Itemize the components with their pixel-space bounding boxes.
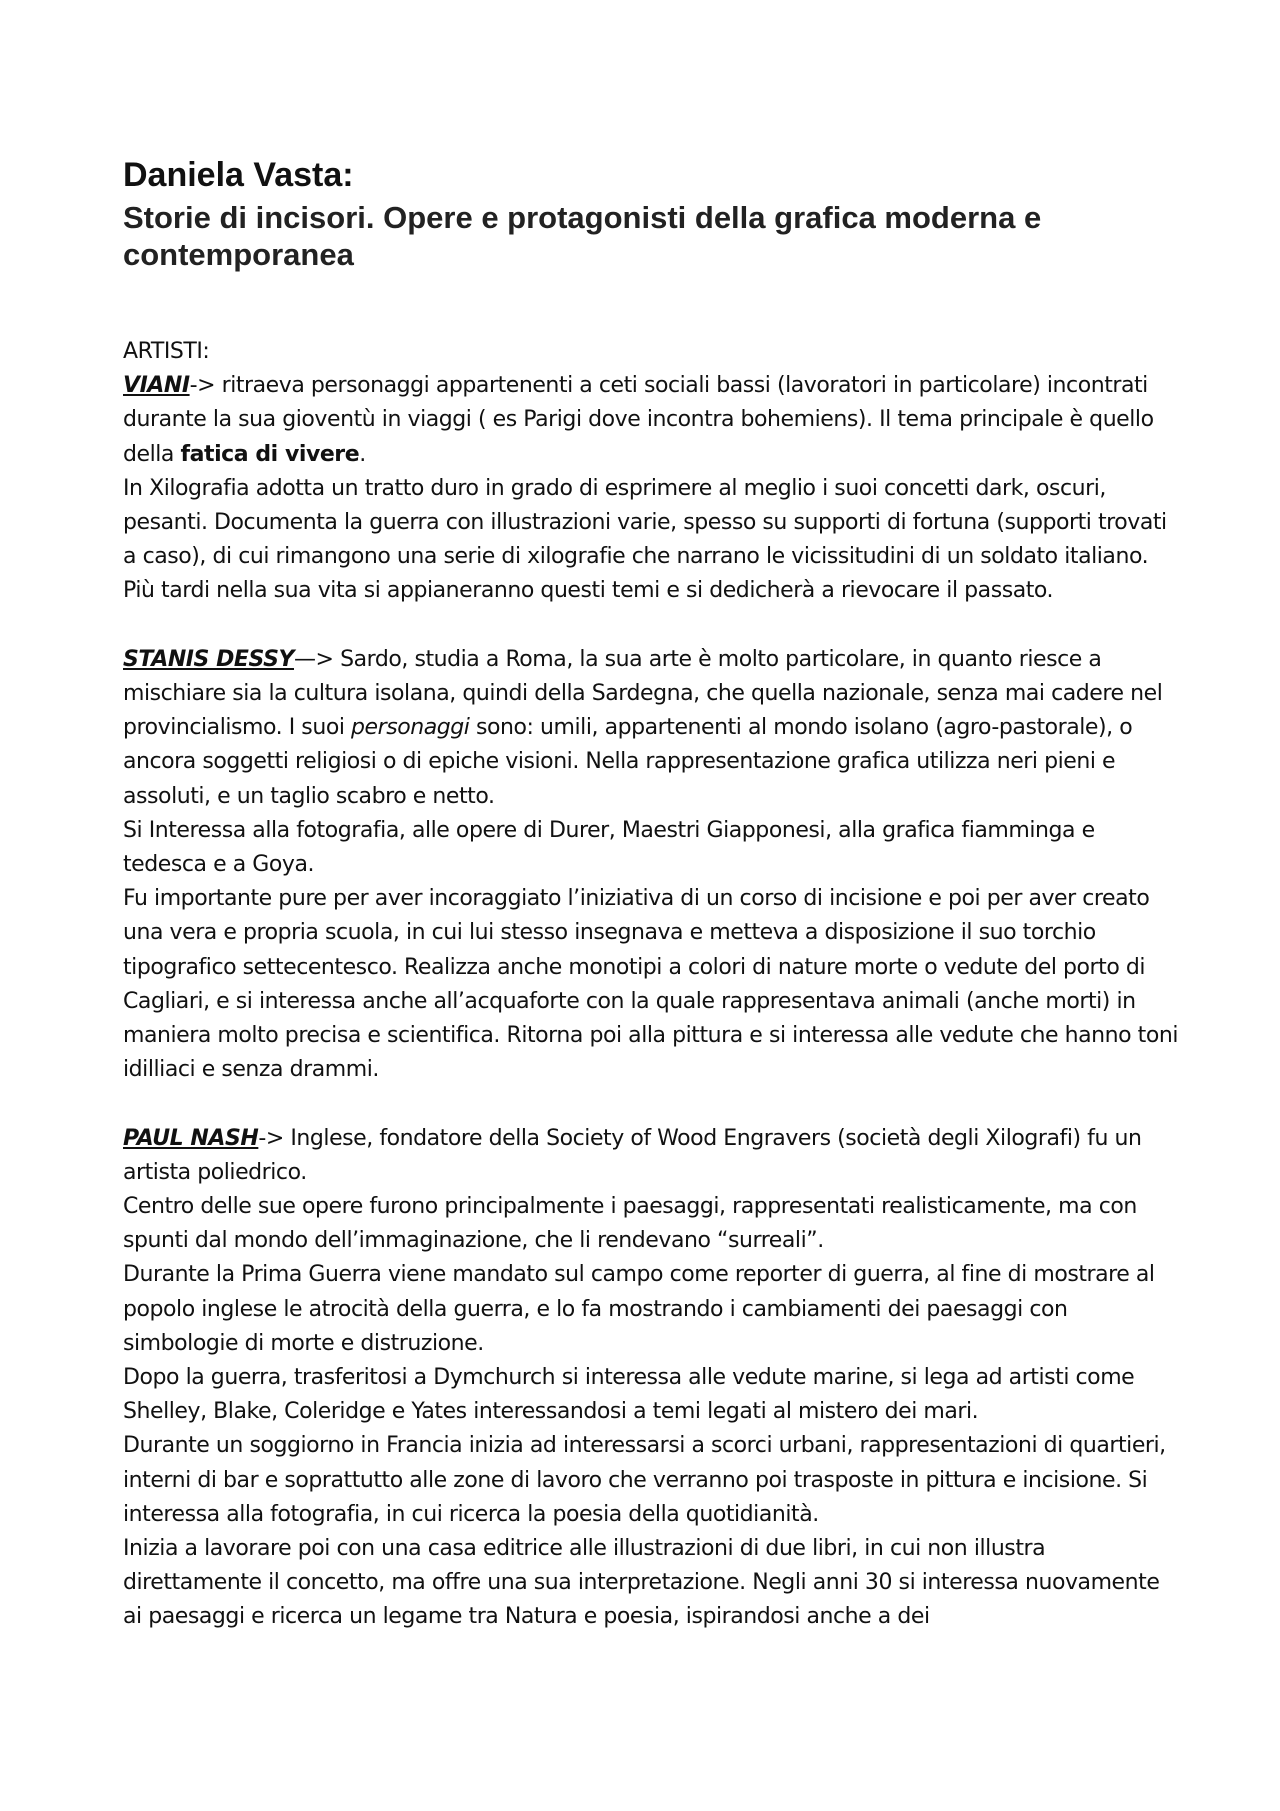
document-title: Daniela Vasta: [123, 156, 354, 194]
nash-arrow: -> [258, 1125, 291, 1151]
viani-text-1b: . [359, 441, 366, 467]
dessy-paragraph-1 [123, 643, 1183, 814]
nash-paragraph-4: Dopo la guerra, trasferitosi a Dymchurch si interessa alle vedute marine, si lega ad artisti come Shelley, Blake, Coleridge e Yates interessandosi a temi legati al mistero dei mari. [123, 1365, 1135, 1425]
section-heading: ARTISTI: [123, 339, 210, 364]
viani-bold-phrase: fatica di vivere [180, 441, 360, 467]
dessy-text-1a: Sardo, studia a Roma, la sua arte è molto particolare, in quanto riesce a mischiare sia la cultura isolana, quindi della Sardegna, che quella nazionale, senza mai cadere nel provincialismo. I suoi [123, 646, 1163, 741]
document-page [123, 155, 1183, 1635]
document-subtitle: Storie di incisori. Opere e protagonisti della grafica moderna e contemporanea [123, 200, 1042, 272]
nash-paragraph-6: Inizia a lavorare poi con una casa editrice alle illustrazioni di due libri, in cui non illustra direttamente il concetto, ma offre una sua interpretazione. Negli anni 30 si interessa nuovamente ai paesaggi e ricerca un legame tra Natura e poesia, ispirandosi anche a dei [123, 1536, 1160, 1630]
viani-text-1a: ritraeva personaggi appartenenti a ceti sociali bassi (lavoratori in particolare) incontrati durante la sua gioventù in viaggi ( es Parigi dove incontra bohemiens). Il tema principale è quello della [123, 373, 1154, 467]
dessy-arrow: —> [294, 646, 341, 672]
viani-paragraph-3: Più tardi nella sua vita si appianeranno questi temi e si dedicherà a rievocare il passato. [123, 578, 1054, 604]
dessy-paragraph-2: Si Interessa alla fotografia, alle opere di Durer, Maestri Giapponesi, alla grafica fiamminga e tedesca e a Goya. [123, 817, 1095, 878]
artist-name-nash: PAUL NASH [123, 1125, 259, 1151]
dessy-paragraph-3: Fu importante pure per aver incoraggiato l’iniziativa di un corso di incisione e poi per aver creato una vera e propria scuola, in cui lui stesso insegnava e metteva a disposizione il suo torchio tipografico settecentesco. Realizza anche monotipi a colori di nature morte o vedute del porto di Cagliari, e si interessa anche all’acquaforte con la quale rappresentava animali (anche morti) in maniera molto precisa e scientifica. Ritorna poi alla pittura e si interessa alle vedute che hanno toni idilliaci e senza drammi. [123, 886, 1178, 1083]
viani-arrow: -> [189, 373, 222, 399]
nash-paragraph-5: Durante un soggiorno in Francia inizia ad interessarsi a scorci urbani, rappresentazioni di quartieri, interni di bar e soprattutto alle zone di lavoro che verranno poi trasposte in pittura e incisione. Si interessa alla fotografia, in cui ricerca la poesia della quotidianità. [123, 1433, 1166, 1527]
artist-name-dessy: STANIS DESSY [123, 646, 294, 672]
nash-paragraph-3: Durante la Prima Guerra viene mandato sul campo come reporter di guerra, al fine di mostrare al popolo inglese le atrocità della guerra, e lo fa mostrando i cambiamenti dei paesaggi con simbologie di morte e distruzione. [123, 1262, 1155, 1356]
document-body [123, 335, 1183, 1635]
viani-paragraph-2: In Xilografia adotta un tratto duro in grado di esprimere al meglio i suoi concetti dark, oscuri, pesanti. Documenta la guerra con illustrazioni varie, spesso su supporti di fortuna (supporti trovati a caso), di cui rimangono una serie di xilografie che narrano le vicissitudini di un soldato italiano. [123, 475, 1167, 570]
dessy-italic-word: personaggi [351, 715, 470, 741]
nash-text-1: Inglese, fondatore della Society of Wood Engravers (società degli Xilografi) fu un artista poliedrico. [123, 1125, 1142, 1185]
artist-name-viani: VIANI [123, 373, 190, 399]
viani-paragraph-1 [123, 369, 1183, 472]
nash-paragraph-2: Centro delle sue opere furono principalmente i paesaggi, rappresentati realisticamente, ma con spunti dal mondo dell’immaginazione, che li rendevano “surreali”. [123, 1194, 1137, 1254]
paragraph-gap [123, 609, 1183, 643]
nash-paragraph-1 [123, 1122, 1183, 1190]
paragraph-gap [123, 1087, 1183, 1121]
dessy-text-1b: sono: umili, appartenenti al mondo isolano (agro-pastorale), o ancora soggetti religiosi o di epiche visioni. Nella rappresentazione grafica utilizza neri pieni e assoluti, e un taglio scabro e netto. [123, 715, 1133, 809]
